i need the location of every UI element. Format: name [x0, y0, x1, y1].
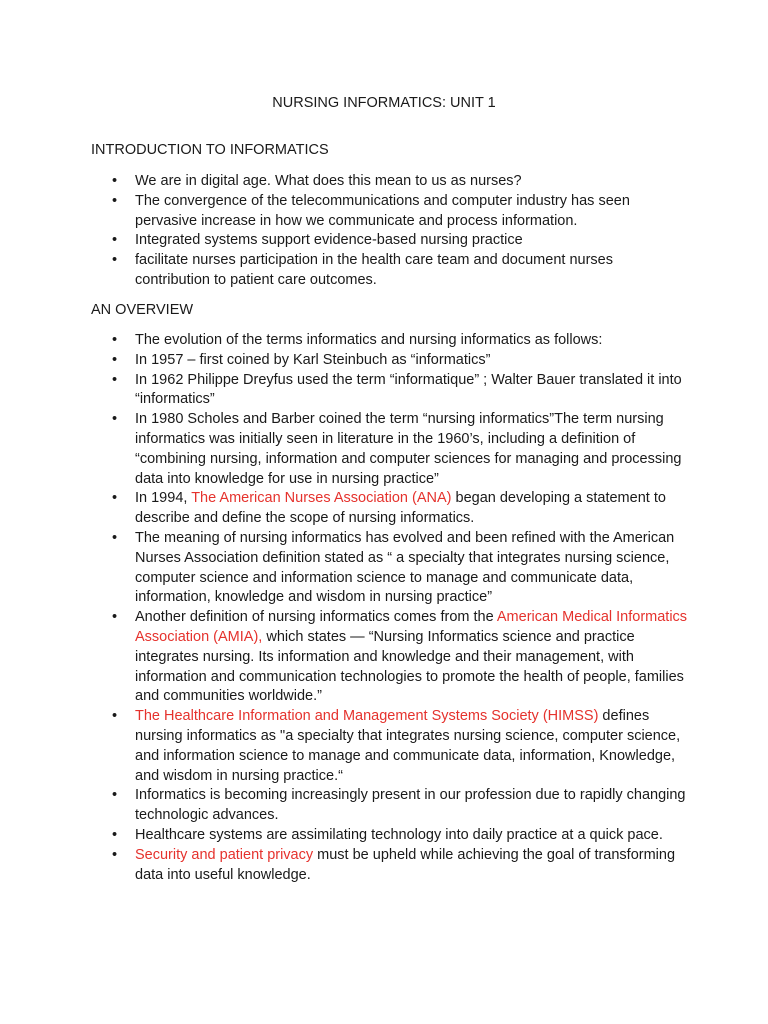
bullet-text: The evolution of the terms informatics and nursing informatics as follows:: [135, 332, 603, 348]
bullet-item: [91, 786, 691, 826]
highlighted-text: Security and patient privacy: [135, 846, 314, 863]
bullet-text: defines nursing informatics as "a specialty that integrates nursing science, computer science, and information science to manage and communicate data, information, Knowledge, and wisdom in nursing practice.“: [135, 708, 681, 784]
bullet-item: [91, 410, 691, 489]
overview-bullet-list: [91, 331, 691, 885]
bullet-item: [91, 529, 691, 608]
bullet-text: In 1962 Philippe Dreyfus used the term “informatique” ; Walter Bauer translated it into “informatics”: [135, 371, 682, 408]
highlighted-text: The American Nurses Association (ANA): [191, 490, 452, 507]
bullet-text: We are in digital age. What does this mean to us as nurses?: [135, 173, 522, 189]
bullet-text: Integrated systems support evidence-based nursing practice: [135, 232, 523, 249]
bullet-text: which states — “Nursing Informatics science and practice integrates nursing. Its information and knowledge and their management, with information and communication technologies to promote the health of people, families and communities worldwide.”: [135, 628, 684, 705]
bullet-item: [91, 826, 691, 846]
bullet-text: The meaning of nursing informatics has evolved and been refined with the American Nurses Association definition stated as “ a specialty that integrates nursing science, computer science and information science to manage and communicate data, information, knowledge and wisdom in nursing practice”: [135, 529, 675, 606]
introduction-bullet-list: [91, 172, 691, 291]
bullet-text: facilitate nurses participation in the health care team and document nurses contribution to patient care outcomes.: [135, 252, 613, 288]
bullet-text: The convergence of the telecommunications and computer industry has seen pervasive increase in how we communicate and process information.: [135, 192, 630, 229]
section-heading-overview: AN OVERVIEW: [91, 302, 194, 318]
bullet-item: [91, 846, 691, 886]
bullet-item: [91, 192, 691, 232]
bullet-item: [91, 489, 691, 529]
section-heading-introduction: INTRODUCTION TO INFORMATICS: [91, 142, 329, 158]
bullet-item: [91, 231, 691, 251]
bullet-text: In 1957 – first coined by Karl Steinbuch as “informatics”: [135, 351, 491, 368]
bullet-item: [91, 371, 691, 411]
bullet-text: In 1994,: [135, 490, 192, 507]
bullet-item: [91, 351, 691, 371]
bullet-item: [91, 172, 691, 192]
bullet-item: [91, 608, 691, 707]
bullet-text: began developing a statement to describe and define the scope of nursing informatics.: [135, 490, 666, 527]
bullet-item: [91, 251, 691, 291]
highlighted-text: The Healthcare Information and Management Systems Society (HIMSS): [135, 708, 599, 725]
bullet-text: Informatics is becoming increasingly present in our profession due to rapidly changing technologic advances.: [135, 787, 686, 824]
bullet-text: In 1980 Scholes and Barber coined the term “nursing informatics”The term nursing informatics was initially seen in literature in the 1960’s, including a definition of “combining nursing, information and computer sciences for managing and processing data into knowledge for use in nursing practice”: [135, 411, 682, 487]
bullet-item: [91, 707, 691, 786]
bullet-item: [91, 331, 691, 351]
page-title: NURSING INFORMATICS: UNIT 1: [272, 95, 496, 111]
highlighted-text: American Medical Informatics Association (AMIA),: [135, 609, 688, 645]
bullet-text: Another definition of nursing informatics comes from the: [135, 609, 497, 626]
bullet-text: must be upheld while achieving the goal of transforming data into useful knowledge.: [135, 846, 676, 883]
bullet-text: Healthcare systems are assimilating technology into daily practice at a quick pace.: [135, 826, 663, 843]
